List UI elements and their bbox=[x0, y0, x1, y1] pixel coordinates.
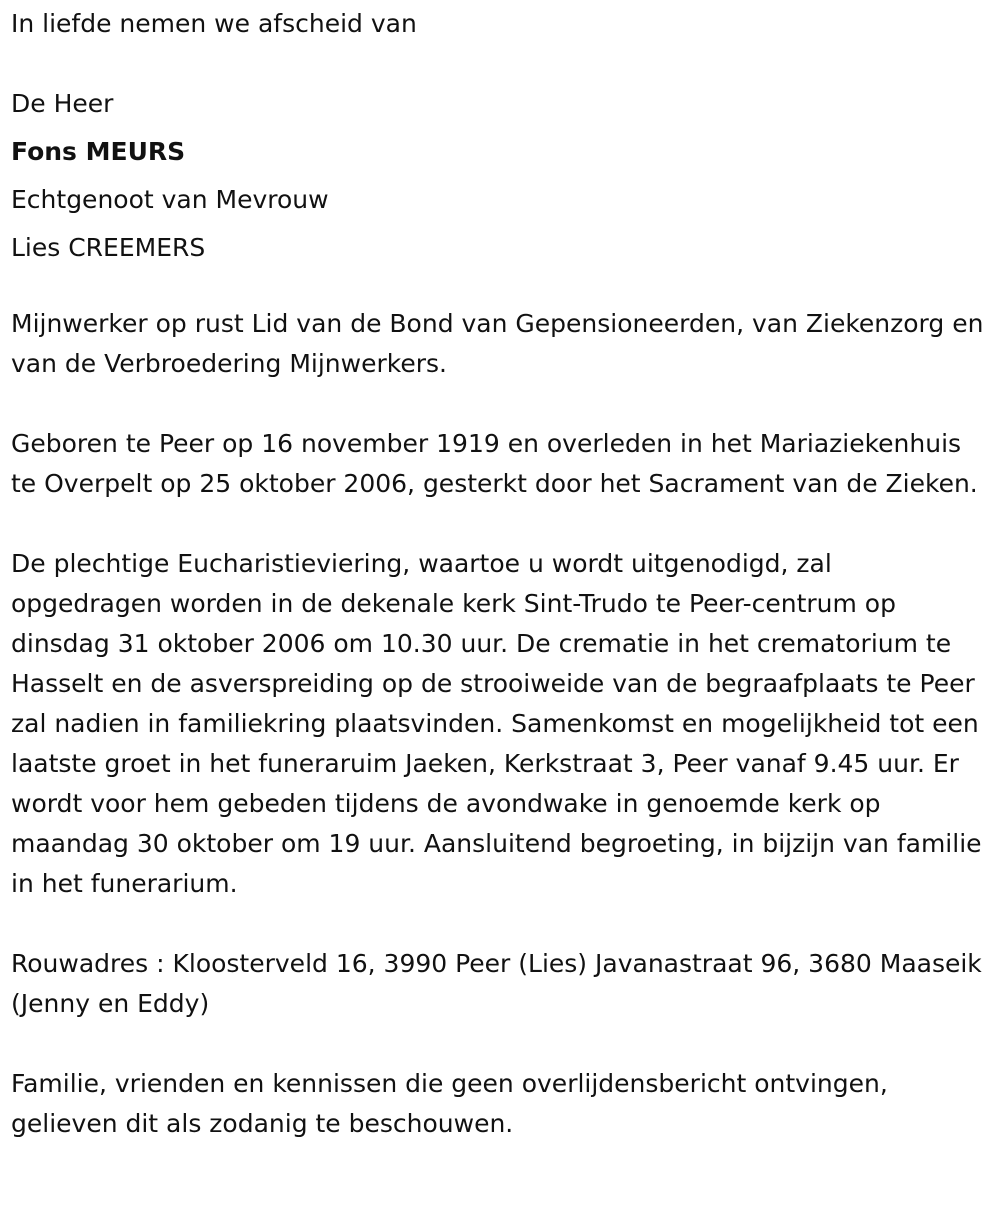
intro-line: In liefde nemen we afscheid van bbox=[11, 9, 417, 38]
mourning-address-paragraph: Rouwadres : Kloosterveld 16, 3990 Peer (Lies) Javanastraat 96, 3680 Maaseik (Jenny en Eddy) bbox=[11, 949, 982, 1018]
ceremony-paragraph: De plechtige Eucharistieviering, waartoe u wordt uitgenodigd, zal opgedragen worden in de dekenale kerk Sint-Trudo te Peer-centrum op dinsdag 31 oktober 2006 om 10.30 uur. De crematie in het crematorium te Hasselt en de asverspreiding op de strooiweide van de begraafplaats te Peer zal nadien in familiekring plaatsvinden. Samenkomst en mogelijkheid tot een laatste groet in het funeraruim Jaeken, Kerkstraat 3, Peer vanaf 9.45 uur. Er wordt voor hem gebeden tijdens de avondwake in genoemde kerk op maandag 30 oktober om 19 uur. Aansluitend begroeting, in bijzijn van familie in het funerarium. bbox=[11, 549, 982, 898]
occupation-paragraph: Mijnwerker op rust Lid van de Bond van Gepensioneerden, van Ziekenzorg en van de Verbroedering Mijnwerkers. bbox=[11, 309, 984, 378]
salutation: De Heer bbox=[11, 89, 114, 118]
birth-death-paragraph: Geboren te Peer op 16 november 1919 en overleden in het Mariaziekenhuis te Overpelt op 25 oktober 2006, gesterkt door het Sacrament van de Zieken. bbox=[11, 429, 978, 498]
obituary-text bbox=[11, 0, 989, 1144]
spouse-name: Lies CREEMERS bbox=[11, 233, 206, 262]
closing-paragraph: Familie, vrienden en kennissen die geen overlijdensbericht ontvingen, gelieven dit als zodanig te beschouwen. bbox=[11, 1069, 888, 1138]
deceased-name: Fons MEURS bbox=[11, 137, 186, 166]
spouse-line: Echtgenoot van Mevrouw bbox=[11, 185, 329, 214]
